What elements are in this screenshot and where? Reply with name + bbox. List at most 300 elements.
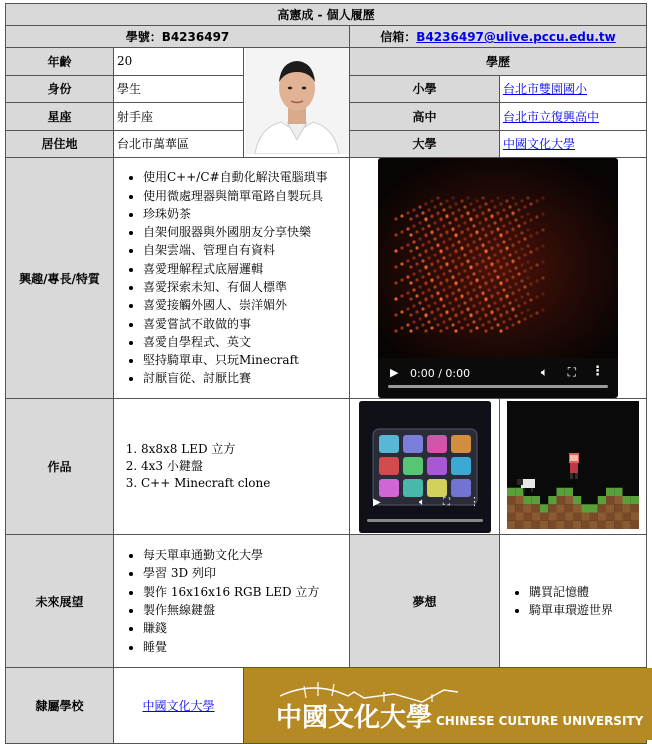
led-dot: [469, 217, 472, 220]
led-dot: [424, 249, 427, 252]
university-logo-image: [244, 668, 652, 740]
keypad-video-cell: [350, 399, 500, 535]
led-dot: [409, 281, 412, 284]
led-dot: [526, 260, 529, 263]
led-dot: [496, 307, 499, 310]
led-dot: [451, 196, 454, 199]
led-dot: [460, 278, 463, 281]
residence-value: 台北市萬華區: [114, 130, 244, 158]
led-dot: [457, 320, 460, 323]
led-dot: [502, 272, 505, 275]
terrain-block: [532, 521, 540, 529]
terrain-block: [507, 521, 515, 529]
led-dot: [499, 313, 502, 316]
led-dot: [478, 221, 481, 224]
led-dot: [493, 253, 496, 256]
led-dot: [454, 281, 457, 284]
led-dot: [487, 320, 490, 323]
led-dot: [457, 208, 460, 211]
led-dot: [514, 298, 517, 301]
led-dot: [490, 262, 493, 265]
led-dot: [475, 214, 478, 217]
keypad-key: [379, 479, 399, 497]
led-dot: [499, 202, 502, 205]
led-dot: [502, 288, 505, 291]
led-dot: [499, 297, 502, 300]
led-dot: [469, 297, 472, 300]
led-dot: [469, 313, 472, 316]
led-dot: [445, 246, 448, 249]
led-dot: [535, 263, 538, 266]
led-dot: [490, 326, 493, 329]
keypad-key: [427, 435, 447, 453]
led-dot: [505, 310, 508, 313]
led-dot: [529, 298, 532, 301]
led-dot: [505, 199, 508, 202]
led-dot: [445, 214, 448, 217]
led-dot: [526, 196, 529, 199]
led-dot: [466, 307, 469, 310]
terrain-block: [557, 496, 565, 504]
terrain-block: [606, 488, 614, 496]
led-cube-video[interactable]: [378, 158, 618, 398]
led-dot: [460, 310, 463, 313]
interests-label: 興趣/專長/特質: [6, 158, 114, 399]
video-progress-bar[interactable]: [388, 385, 608, 388]
led-dot: [535, 311, 538, 314]
led-dot: [520, 279, 523, 282]
led-dot: [433, 205, 436, 208]
led-dot: [442, 288, 445, 291]
led-dot: [511, 227, 514, 230]
terrain-block: [581, 521, 589, 529]
terrain-block: [573, 496, 581, 504]
led-dot: [481, 291, 484, 294]
led-dot: [484, 249, 487, 252]
led-dot: [502, 240, 505, 243]
led-dot: [490, 214, 493, 217]
led-dot: [487, 208, 490, 211]
list-item: • 討厭盲從、討厭比賽: [143, 369, 346, 387]
led-dot: [442, 224, 445, 227]
terrain-block: [557, 513, 565, 521]
terrain-block: [565, 521, 573, 529]
email-cell: [350, 26, 647, 48]
led-dot: [496, 291, 499, 294]
led-dot: [445, 230, 448, 233]
led-dot: [415, 262, 418, 265]
led-dot: [511, 323, 514, 326]
led-dot: [469, 265, 472, 268]
led-dot: [442, 208, 445, 211]
led-dot: [463, 285, 466, 288]
led-dot: [406, 211, 409, 214]
led-dot: [409, 249, 412, 252]
play-icon[interactable]: ▶: [390, 366, 399, 379]
keypad-key: [451, 457, 471, 475]
led-dot: [511, 196, 514, 199]
keypad-key: [427, 457, 447, 475]
led-dot: [523, 221, 526, 224]
works-label: 作品: [6, 399, 114, 535]
student-id: 學號：B4236497: [6, 26, 350, 48]
led-dot: [415, 326, 418, 329]
identity-value: 學生: [114, 75, 244, 103]
led-dot: [529, 314, 532, 317]
led-dot: [511, 259, 514, 262]
led-dot: [529, 234, 532, 237]
led-dot: [520, 215, 523, 218]
keypad-preview: [359, 401, 491, 533]
led-dot: [511, 243, 514, 246]
svg-text:⛶: ⛶: [442, 496, 450, 508]
terrain-block: [524, 513, 532, 521]
keypad-key: [451, 479, 471, 497]
led-dot: [448, 269, 451, 272]
list-item: • 賺錢: [143, 619, 346, 637]
led-dot: [508, 301, 511, 304]
led-dot: [412, 256, 415, 259]
terrain-block: [623, 504, 631, 512]
list-item: • 珍珠奶茶: [143, 205, 346, 223]
led-dot: [484, 265, 487, 268]
led-dot: [535, 279, 538, 282]
led-dot: [484, 313, 487, 316]
terrain-block: [606, 513, 614, 521]
list-item: • 騎單車環遊世界: [529, 601, 643, 619]
list-item: 1. 8x8x8 LED 立方: [141, 441, 346, 458]
led-dot: [433, 269, 436, 272]
led-dot: [499, 233, 502, 236]
led-dot: [439, 217, 442, 220]
led-dot: [490, 230, 493, 233]
list-item: • 喜愛探索未知、有個人標準: [143, 278, 346, 296]
high-school-link[interactable]: 台北市立復興高中: [503, 109, 600, 124]
led-dot: [448, 285, 451, 288]
led-dot: [496, 243, 499, 246]
led-dot: [439, 202, 442, 205]
email-link[interactable]: B4236497@ulive.pccu.edu.tw: [416, 30, 616, 44]
terrain-block: [532, 513, 540, 521]
led-dot: [484, 202, 487, 205]
led-dot: [448, 205, 451, 208]
led-dot: [514, 266, 517, 269]
led-dot: [469, 329, 472, 332]
led-dot: [400, 214, 403, 217]
led-dot: [526, 244, 529, 247]
led-dot: [517, 272, 520, 275]
led-dot: [466, 227, 469, 230]
led-dot: [478, 317, 481, 320]
led-dot: [514, 250, 517, 253]
led-dot: [514, 218, 517, 221]
led-dot: [523, 205, 526, 208]
interests-cell: [114, 158, 350, 399]
led-dot: [526, 212, 529, 215]
led-dot: [406, 323, 409, 326]
led-dot: [520, 295, 523, 298]
led-dot: [472, 320, 475, 323]
keypad-key: [379, 435, 399, 453]
led-dot: [433, 237, 436, 240]
future-list: [117, 546, 346, 656]
led-dot: [481, 227, 484, 230]
led-dot: [481, 243, 484, 246]
dream-cell: [500, 535, 647, 668]
led-dot: [451, 211, 454, 214]
terrain-block: [532, 504, 540, 512]
terrain-block: [631, 496, 639, 504]
led-dot: [469, 249, 472, 252]
led-dot: [412, 224, 415, 227]
led-dot: [427, 288, 430, 291]
led-dot: [406, 227, 409, 230]
led-dot: [445, 326, 448, 329]
led-dot: [535, 215, 538, 218]
terrain-block: [515, 504, 523, 512]
led-dot: [430, 214, 433, 217]
led-dot: [466, 275, 469, 278]
led-dot: [475, 310, 478, 313]
primary-school-cell: [500, 75, 647, 103]
led-dot: [415, 294, 418, 297]
terrain-block: [631, 521, 639, 529]
led-dot: [430, 294, 433, 297]
led-dot: [541, 196, 544, 199]
led-dot: [406, 243, 409, 246]
led-dot: [499, 329, 502, 332]
more-options-icon[interactable]: ⋮: [591, 364, 605, 379]
led-dot: [481, 307, 484, 310]
keypad-key: [451, 435, 471, 453]
list-item: • 製作 16x16x16 RGB LED 立方: [143, 583, 346, 601]
list-item: • 使用微處理器與簡單電路自製玩具: [143, 187, 346, 205]
led-dot: [508, 205, 511, 208]
terrain-block: [515, 513, 523, 521]
led-dot: [505, 230, 508, 233]
led-dot: [421, 259, 424, 262]
led-dot: [442, 320, 445, 323]
led-cube-video-cell: [350, 158, 647, 399]
led-dot: [514, 282, 517, 285]
logo-english-name: CHINESE CULTURE UNIVERSITY: [436, 714, 644, 728]
zodiac-value: 射手座: [114, 103, 244, 131]
led-dot: [418, 269, 421, 272]
led-dot: [412, 320, 415, 323]
list-item: • 每天單車通勤文化大學: [143, 546, 346, 564]
led-dot: [490, 294, 493, 297]
led-dot: [463, 221, 466, 224]
led-dot: [454, 233, 457, 236]
led-dot: [400, 294, 403, 297]
led-dot: [481, 323, 484, 326]
led-dot: [394, 265, 397, 268]
list-item: • 使用C++/C#自動化解決電腦瑣事: [143, 168, 346, 186]
led-dot: [457, 272, 460, 275]
led-dot: [514, 234, 517, 237]
list-item: • 堅持騎單車、只玩Minecraft: [143, 351, 346, 369]
led-dot: [433, 317, 436, 320]
terrain-block: [524, 496, 532, 504]
led-dot: [517, 288, 520, 291]
led-dot: [466, 211, 469, 214]
terrain-block: [524, 521, 532, 529]
led-dot: [493, 301, 496, 304]
led-dot: [427, 272, 430, 275]
led-dot: [451, 259, 454, 262]
terrain-block: [532, 496, 540, 504]
led-dot: [535, 231, 538, 234]
terrain-block: [515, 488, 523, 496]
terrain-block: [540, 521, 548, 529]
led-dot: [415, 230, 418, 233]
led-dot: [517, 208, 520, 211]
primary-school-link[interactable]: 台北市雙園國小: [503, 82, 588, 97]
led-dot: [481, 211, 484, 214]
led-dot: [478, 205, 481, 208]
led-dot: [421, 211, 424, 214]
led-dot: [430, 262, 433, 265]
led-dot: [472, 208, 475, 211]
led-dot: [475, 326, 478, 329]
led-dot: [409, 329, 412, 332]
led-dot: [487, 256, 490, 259]
led-dot: [409, 265, 412, 268]
led-dot: [427, 320, 430, 323]
residence-label: 居住地: [6, 130, 114, 158]
led-dot: [415, 214, 418, 217]
led-dot: [463, 237, 466, 240]
led-dot: [451, 291, 454, 294]
led-dot: [448, 301, 451, 304]
led-dot: [520, 247, 523, 250]
led-dot: [487, 288, 490, 291]
led-dot: [487, 272, 490, 275]
led-dot: [421, 275, 424, 278]
led-dot: [427, 304, 430, 307]
led-dot: [448, 237, 451, 240]
volume-icon[interactable]: 🔈︎: [540, 365, 549, 379]
terrain-block: [507, 488, 515, 496]
led-dot: [457, 240, 460, 243]
led-dot: [466, 196, 469, 199]
led-dot: [478, 269, 481, 272]
led-dot: [448, 221, 451, 224]
terrain-block: [507, 513, 515, 521]
age-label: 年齡: [6, 48, 114, 76]
fullscreen-icon[interactable]: ⛶: [567, 365, 577, 379]
affiliation-school-link[interactable]: 中國文化大學: [142, 699, 215, 713]
led-dot: [427, 256, 430, 259]
terrain-block: [573, 504, 581, 512]
list-item: • 購買記憶體: [529, 583, 643, 601]
led-dot: [415, 310, 418, 313]
led-dot: [526, 292, 529, 295]
led-dot: [493, 317, 496, 320]
led-dot: [448, 253, 451, 256]
led-dot: [460, 214, 463, 217]
led-dot: [454, 297, 457, 300]
led-dot: [445, 199, 448, 202]
led-dot: [490, 278, 493, 281]
led-dot: [481, 196, 484, 199]
primary-school-label: 小學: [350, 75, 500, 103]
led-dot: [529, 282, 532, 285]
led-dot: [418, 317, 421, 320]
keypad-key: [403, 435, 423, 453]
led-dot: [421, 227, 424, 230]
led-dot: [505, 294, 508, 297]
led-dot: [418, 221, 421, 224]
video-controls: [378, 358, 618, 398]
led-dot: [424, 233, 427, 236]
terrain-block: [606, 521, 614, 529]
led-dot: [406, 275, 409, 278]
led-dot: [493, 269, 496, 272]
terrain-block: [614, 496, 622, 504]
led-dot: [481, 275, 484, 278]
led-dot: [475, 246, 478, 249]
led-dot: [484, 329, 487, 332]
led-dot: [472, 224, 475, 227]
list-item: • 自架伺服器與外國朋友分享快樂: [143, 223, 346, 241]
led-dot: [430, 326, 433, 329]
led-dot: [436, 227, 439, 230]
led-dot: [400, 326, 403, 329]
led-dot: [526, 228, 529, 231]
terrain-block: [540, 504, 548, 512]
led-dot: [433, 285, 436, 288]
terrain-block: [548, 496, 556, 504]
led-dot: [493, 285, 496, 288]
led-dot: [460, 294, 463, 297]
led-dot: [451, 323, 454, 326]
svg-text:⋮: ⋮: [468, 494, 480, 508]
led-dot: [541, 244, 544, 247]
led-dot: [409, 233, 412, 236]
terrain-block: [623, 496, 631, 504]
profile-photo: [244, 48, 350, 158]
led-dot: [439, 281, 442, 284]
led-dot: [499, 249, 502, 252]
led-dot: [541, 308, 544, 311]
led-dot: [439, 249, 442, 252]
led-dot: [511, 211, 514, 214]
keypad-video[interactable]: [359, 401, 491, 533]
led-dot: [454, 329, 457, 332]
terrain-block: [565, 513, 573, 521]
led-dot: [520, 311, 523, 314]
led-dot: [523, 285, 526, 288]
university-link[interactable]: 中國文化大學: [503, 137, 576, 152]
led-dot: [454, 249, 457, 252]
terrain-block: [606, 496, 614, 504]
list-item: • 學習 3D 列印: [143, 564, 346, 582]
terrain-block: [631, 513, 639, 521]
led-dot: [505, 278, 508, 281]
terrain-block: [623, 513, 631, 521]
led-dot: [475, 230, 478, 233]
terrain-block: [598, 521, 606, 529]
terrain-block: [614, 521, 622, 529]
future-cell: [114, 535, 350, 668]
minecraft-clone-screenshot: [507, 401, 639, 529]
terrain-block: [598, 496, 606, 504]
led-dot: [454, 217, 457, 220]
led-dot: [469, 202, 472, 205]
led-dot: [451, 275, 454, 278]
led-dot: [481, 259, 484, 262]
